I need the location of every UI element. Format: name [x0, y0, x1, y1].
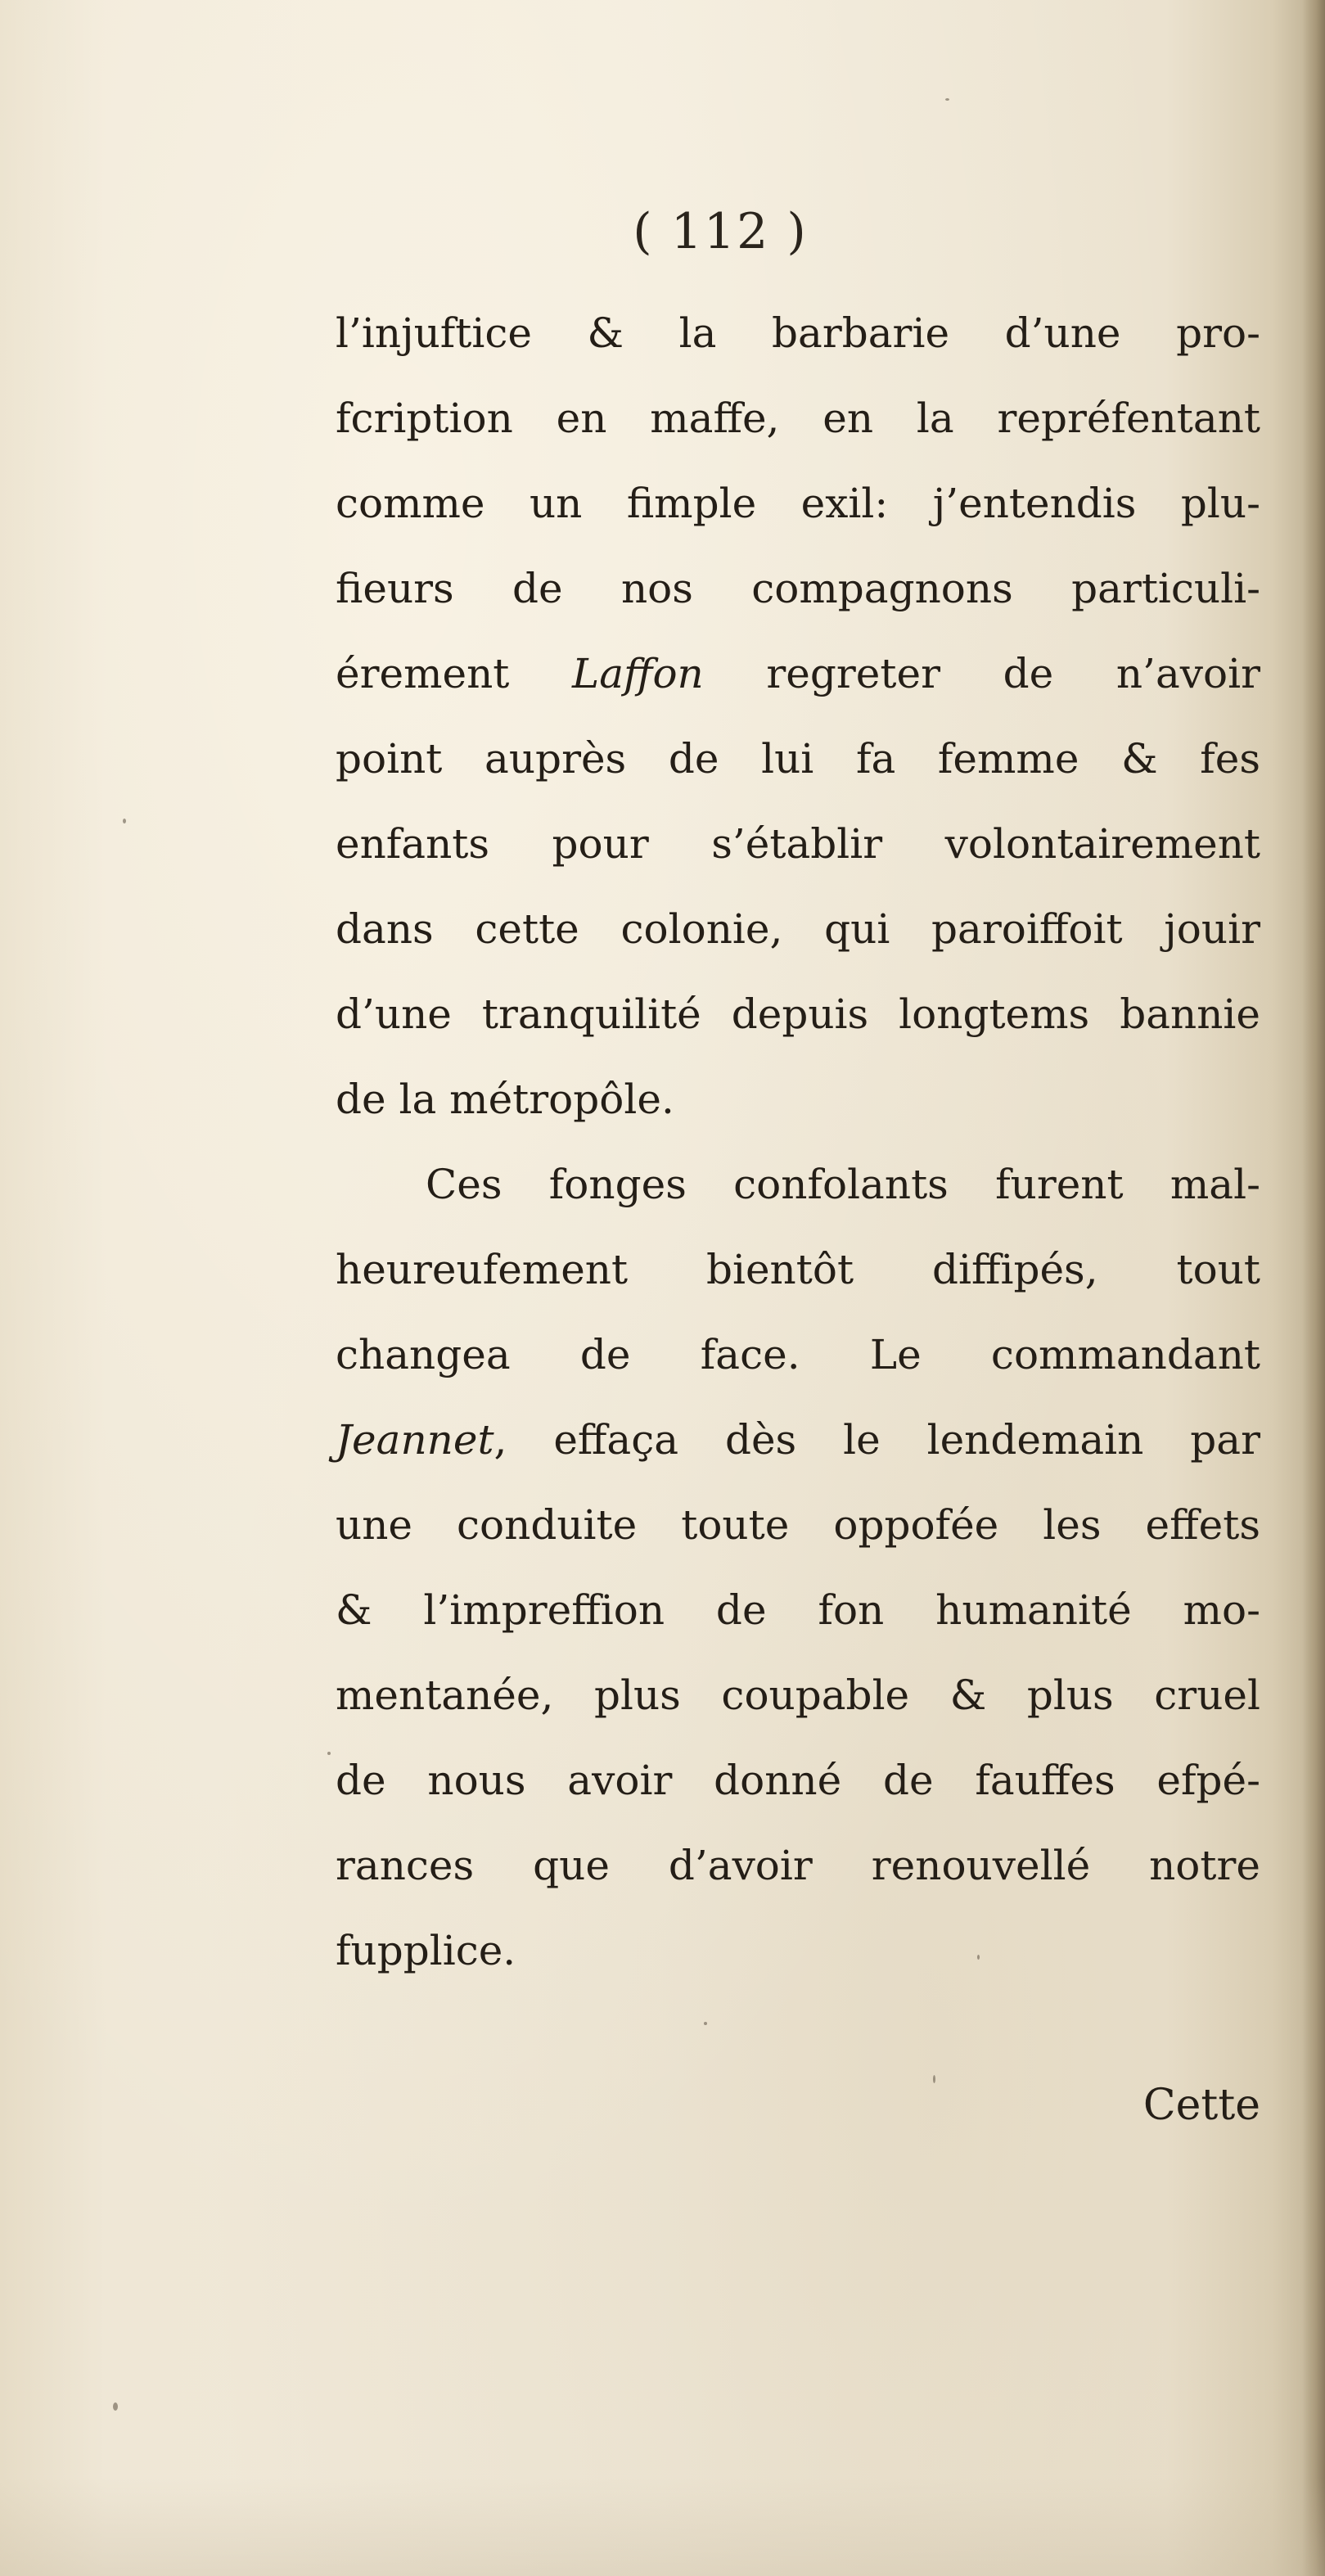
text-line: heureufement bientôt diffipés, tout	[336, 1246, 1260, 1293]
paper-speck	[933, 2075, 935, 2083]
text-line: d’une tranquilité depuis longtems bannie	[336, 990, 1260, 1038]
paper-speck	[327, 1752, 331, 1755]
text-line: fupplice.	[336, 1927, 516, 1974]
text-line: dans cette colonie, qui paroiffoit jouir	[336, 905, 1260, 953]
text-line: mentanée, plus coupable & plus cruel	[336, 1671, 1260, 1719]
text-line: de la métropôle.	[336, 1076, 674, 1123]
paper-speck	[113, 2402, 118, 2411]
text-line: rances que d’avoir renouvellé notre	[336, 1842, 1260, 1889]
page-edge-shadow	[1302, 0, 1325, 2576]
text-line	[336, 1397, 1260, 1482]
proper-name-laffon: Laffon	[572, 650, 704, 697]
catchword: Cette	[1142, 2081, 1260, 2130]
text-line: enfants pour s’établir volontairement	[336, 820, 1260, 868]
text-line: Ces fonges confolants furent mal-	[426, 1161, 1260, 1208]
text-line: comme un fimple exil: j’entendis plu-	[336, 480, 1260, 527]
page-bottom-shade	[0, 2478, 1325, 2576]
proper-name-jeannet: Jeannet	[336, 1416, 494, 1464]
paper-speck	[123, 819, 126, 823]
text-line: point auprès de lui fa femme & fes	[336, 735, 1260, 783]
text-segment: , effaça dès le lendemain par	[493, 1416, 1260, 1464]
text-line: fieurs de nos compagnons particuli-	[336, 565, 1260, 612]
body-text	[336, 291, 1260, 1993]
text-line: de nous avoir donné de fauffes efpé-	[336, 1757, 1260, 1804]
text-segment: regreter de n’avoir	[703, 650, 1260, 697]
text-line	[336, 631, 1260, 716]
page-number: ( 112 )	[633, 203, 808, 260]
text-line: & l’impreffion de fon humanité mo-	[336, 1586, 1260, 1634]
text-line: l’injuftice & la barbarie d’une pro-	[336, 309, 1260, 357]
paper-speck	[704, 2022, 707, 2025]
paper-speck	[977, 1955, 980, 1960]
text-line: une conduite toute oppofée les effets	[336, 1501, 1260, 1549]
text-segment: érement	[336, 650, 573, 697]
text-line: changea de face. Le commandant	[336, 1331, 1260, 1378]
text-line: fcription en maffe, en la repréfentant	[336, 395, 1260, 442]
paper-speck	[945, 98, 949, 101]
